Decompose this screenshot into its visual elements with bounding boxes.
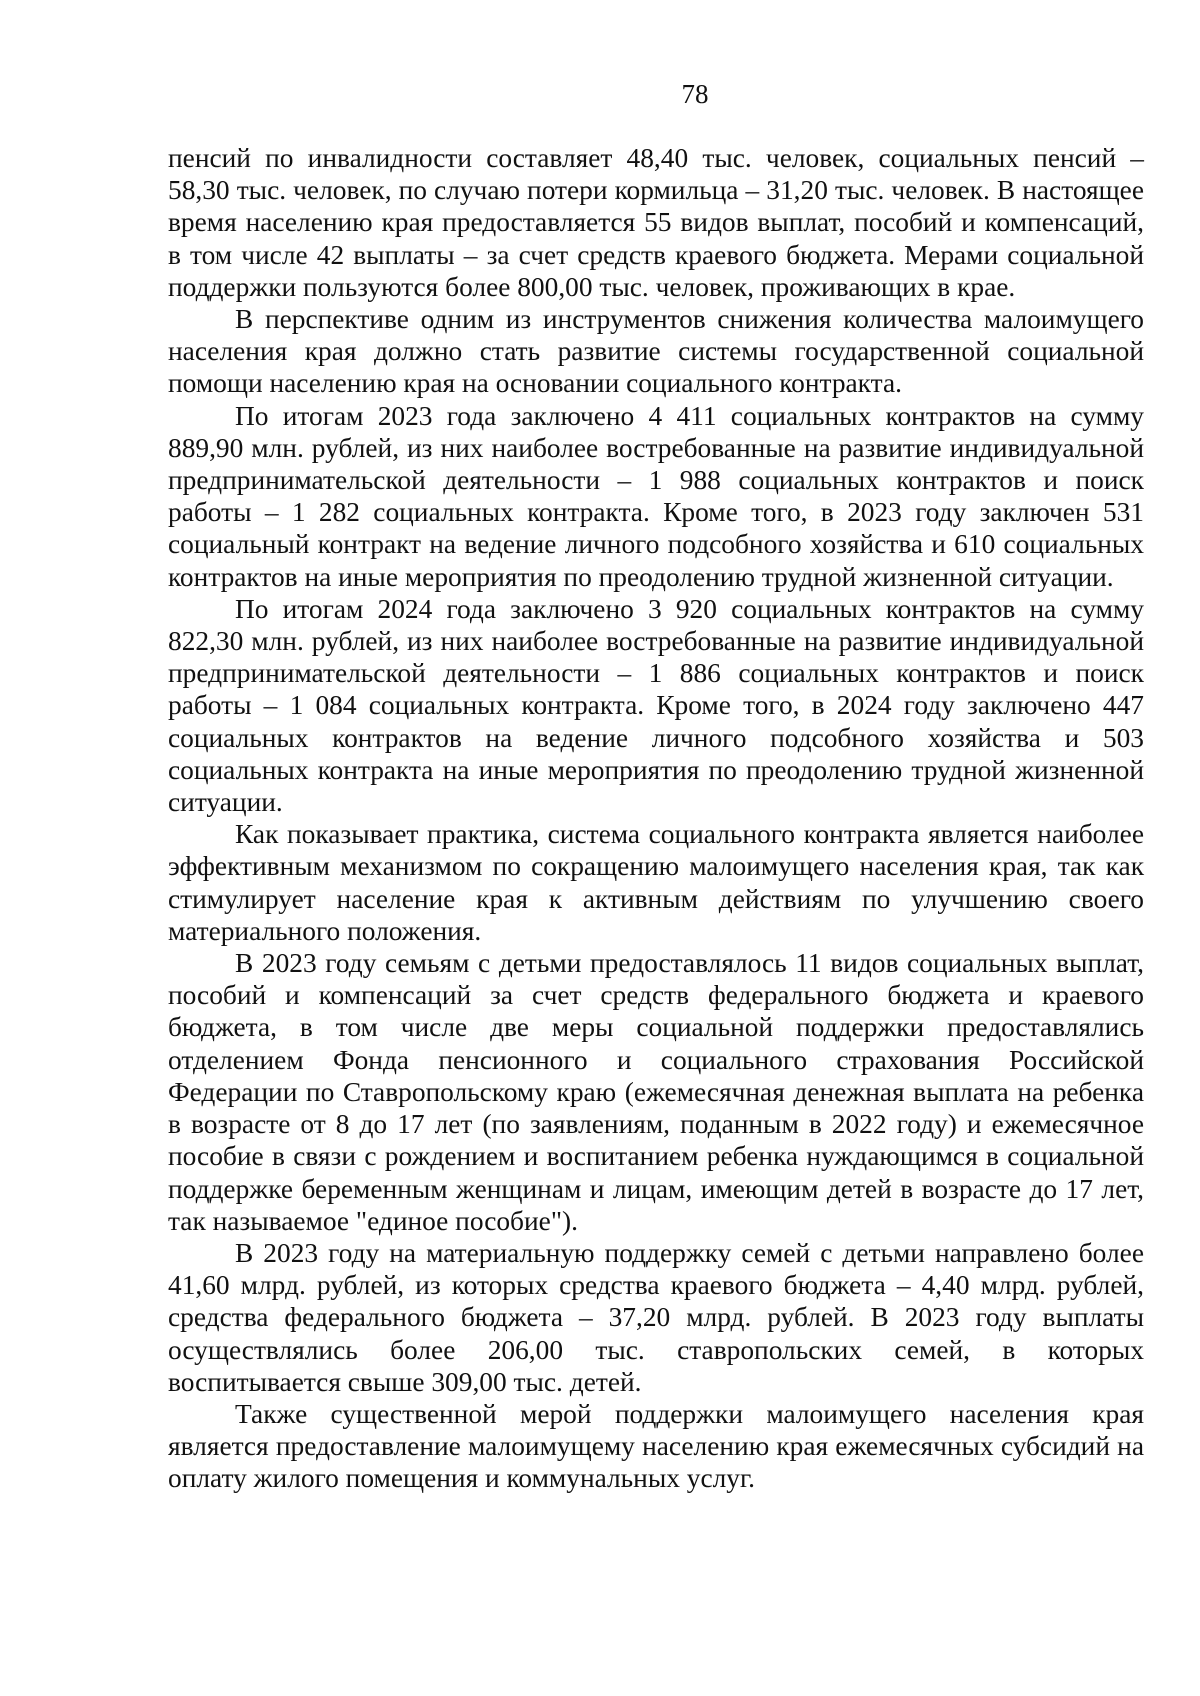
paragraph-3: По итогам 2023 года заключено 4 411 социальных контрактов на сумму 889,90 млн. рублей, из них наиболее востребованные на развитие индивидуальной предпринимательской деятельности – 1 988 социальных контрактов и поиск работы – 1 282 социальных контракта. Кроме того, в 2023 году заключен 531 социальный контракт на ведение личного подсобного хозяйства и 610 социальных контрактов на иные мероприятия по преодолению трудной жизненной ситуации. [168,400,1144,592]
paragraph-4: По итогам 2024 года заключено 3 920 социальных контрактов на сумму 822,30 млн. рублей, из них наиболее востребованные на развитие индивидуальной предпринимательской деятельности – 1 886 социальных контрактов и поиск работы – 1 084 социальных контракта. Кроме того, в 2024 году заключено 447 социальных контрактов на ведение личного подсобного хозяйства и 503 социальных контракта на иные мероприятия по преодолению трудной жизненной ситуации. [168,593,1144,818]
paragraph-1: пенсий по инвалидности составляет 48,40 тыс. человек, социальных пенсий – 58,30 тыс. человек, по случаю потери кормильца – 31,20 тыс. человек. В настоящее время населению края предоставляется 55 видов выплат, пособий и компенсаций, в том числе 42 выплаты – за счет средств краевого бюджета. Мерами социальной поддержки пользуются более 800,00 тыс. человек, проживающих в крае. [168,143,1144,302]
paragraph-6: В 2023 году семьям с детьми предоставлялось 11 видов социальных выплат, пособий и компенсаций за счет средств федерального бюджета и краевого бюджета, в том числе две меры социальной поддержки предоставлялись отделением Фонда пенсионного и социального страхования Российской Федерации по Ставропольскому краю (ежемесячная денежная выплата на ребенка в возрасте от 8 до 17 лет (по заявлениям, поданным в 2022 году) и ежемесячное пособие в связи с рождением и воспитанием ребенка нуждающимся в социальной поддержке беременным женщинам и лицам, имеющим детей в возрасте до 17 лет, так называемое "единое пособие"). [168,948,1144,1236]
paragraph-2: В перспективе одним из инструментов снижения количества малоимущего населения края должно стать развитие системы государственной социальной помощи населению края на основании социального контракта. [168,304,1144,399]
body-text [168,142,1144,1495]
paragraph-8: Также существенной мерой поддержки малоимущего населения края является предоставление малоимущему населению края ежемесячных субсидий на оплату жилого помещения и коммунальных услуг. [168,1398,1144,1494]
page-number: 78 [681,79,709,109]
paragraph-7: В 2023 году на материальную поддержку семей с детьми направлено более 41,60 млрд. рублей, из которых средства краевого бюджета – 4,40 млрд. рублей, средства федерального бюджета – 37,20 млрд. рублей. В 2023 году выплаты осуществлялись более 206,00 тыс. ставропольских семей, в которых воспитывается свыше 309,00 тыс. детей. [168,1237,1144,1397]
paragraph-5: Как показывает практика, система социального контракта является наиболее эффективным механизмом по сокращению малоимущего населения края, так как стимулирует население края к активным действиям по улучшению своего материального положения. [168,819,1144,946]
